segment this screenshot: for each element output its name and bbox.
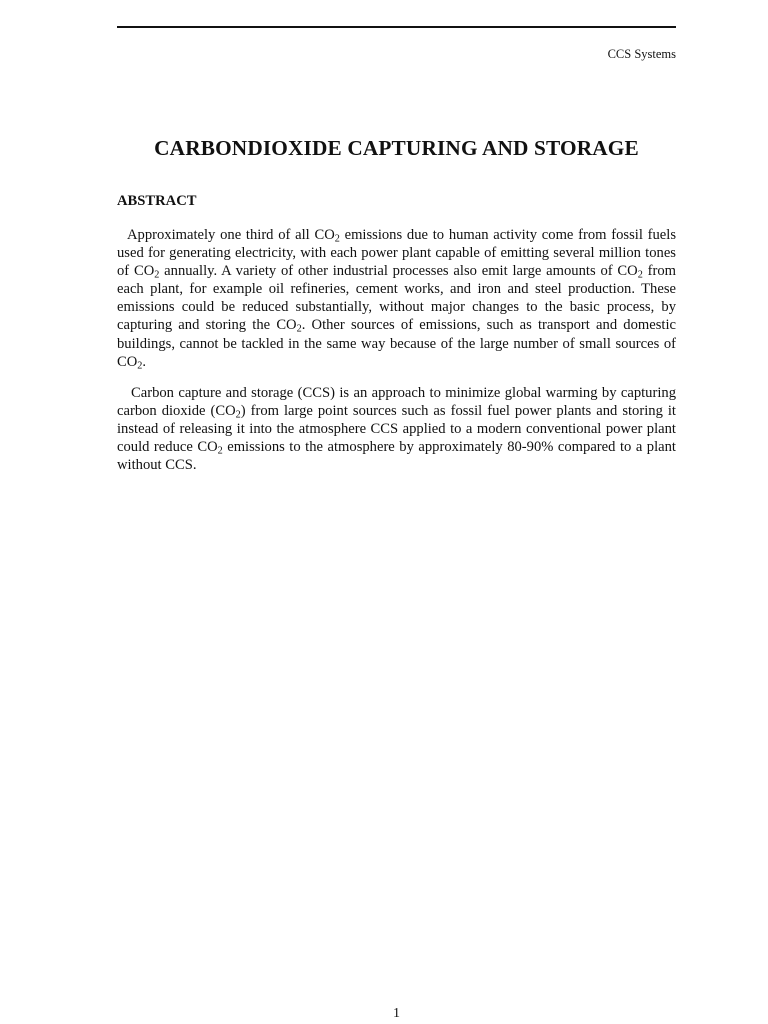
document-title: CARBONDIOXIDE CAPTURING AND STORAGE bbox=[154, 136, 639, 160]
subscript: 2 bbox=[637, 269, 643, 281]
text-run: emissions to the atmosphere by approximately 80-90% compared to a plant without CCS. bbox=[117, 439, 676, 474]
abstract-paragraph bbox=[117, 384, 676, 474]
abstract-heading: ABSTRACT bbox=[117, 193, 197, 209]
subscript: 2 bbox=[137, 360, 143, 372]
text-run: Carbon capture and storage (CCS) is an approach to minimize global warming by capturing carbon dioxide (CO bbox=[117, 384, 676, 419]
subscript: 2 bbox=[334, 233, 340, 245]
running-header: CCS Systems bbox=[607, 47, 676, 61]
abstract-paragraph bbox=[117, 226, 676, 371]
abstract-body bbox=[117, 226, 676, 487]
subscript: 2 bbox=[217, 445, 223, 457]
text-run: ) from large point sources such as fossil fuel power plants and storing it instead of releasing it into the atmosphere CCS applied to a modern conventional power plant could reduce CO bbox=[117, 402, 676, 456]
page-number: 1 bbox=[393, 1006, 400, 1021]
text-run: . Other sources of emissions, such as transport and domestic buildings, cannot be tackled in the same way because of the large number of small sources of CO bbox=[117, 317, 676, 370]
subscript: 2 bbox=[296, 324, 302, 336]
subscript: 2 bbox=[154, 269, 160, 281]
text-run: emissions due to human activity come from fossil fuels used for generating electricity, with each power plant capable of emitting several million tones of CO bbox=[117, 227, 676, 280]
text-run: annually. A variety of other industrial processes also emit large amounts of CO bbox=[159, 263, 638, 280]
text-run: Approximately one third of all CO bbox=[127, 227, 335, 243]
text-run: from each plant, for example oil refineries, cement works, and iron and steel production. These emissions could be reduced substantially, without major changes to the basic process, by capturing and storing the CO bbox=[117, 263, 676, 334]
text-run: . bbox=[142, 353, 147, 370]
subscript: 2 bbox=[235, 409, 241, 421]
header-rule bbox=[117, 26, 676, 28]
